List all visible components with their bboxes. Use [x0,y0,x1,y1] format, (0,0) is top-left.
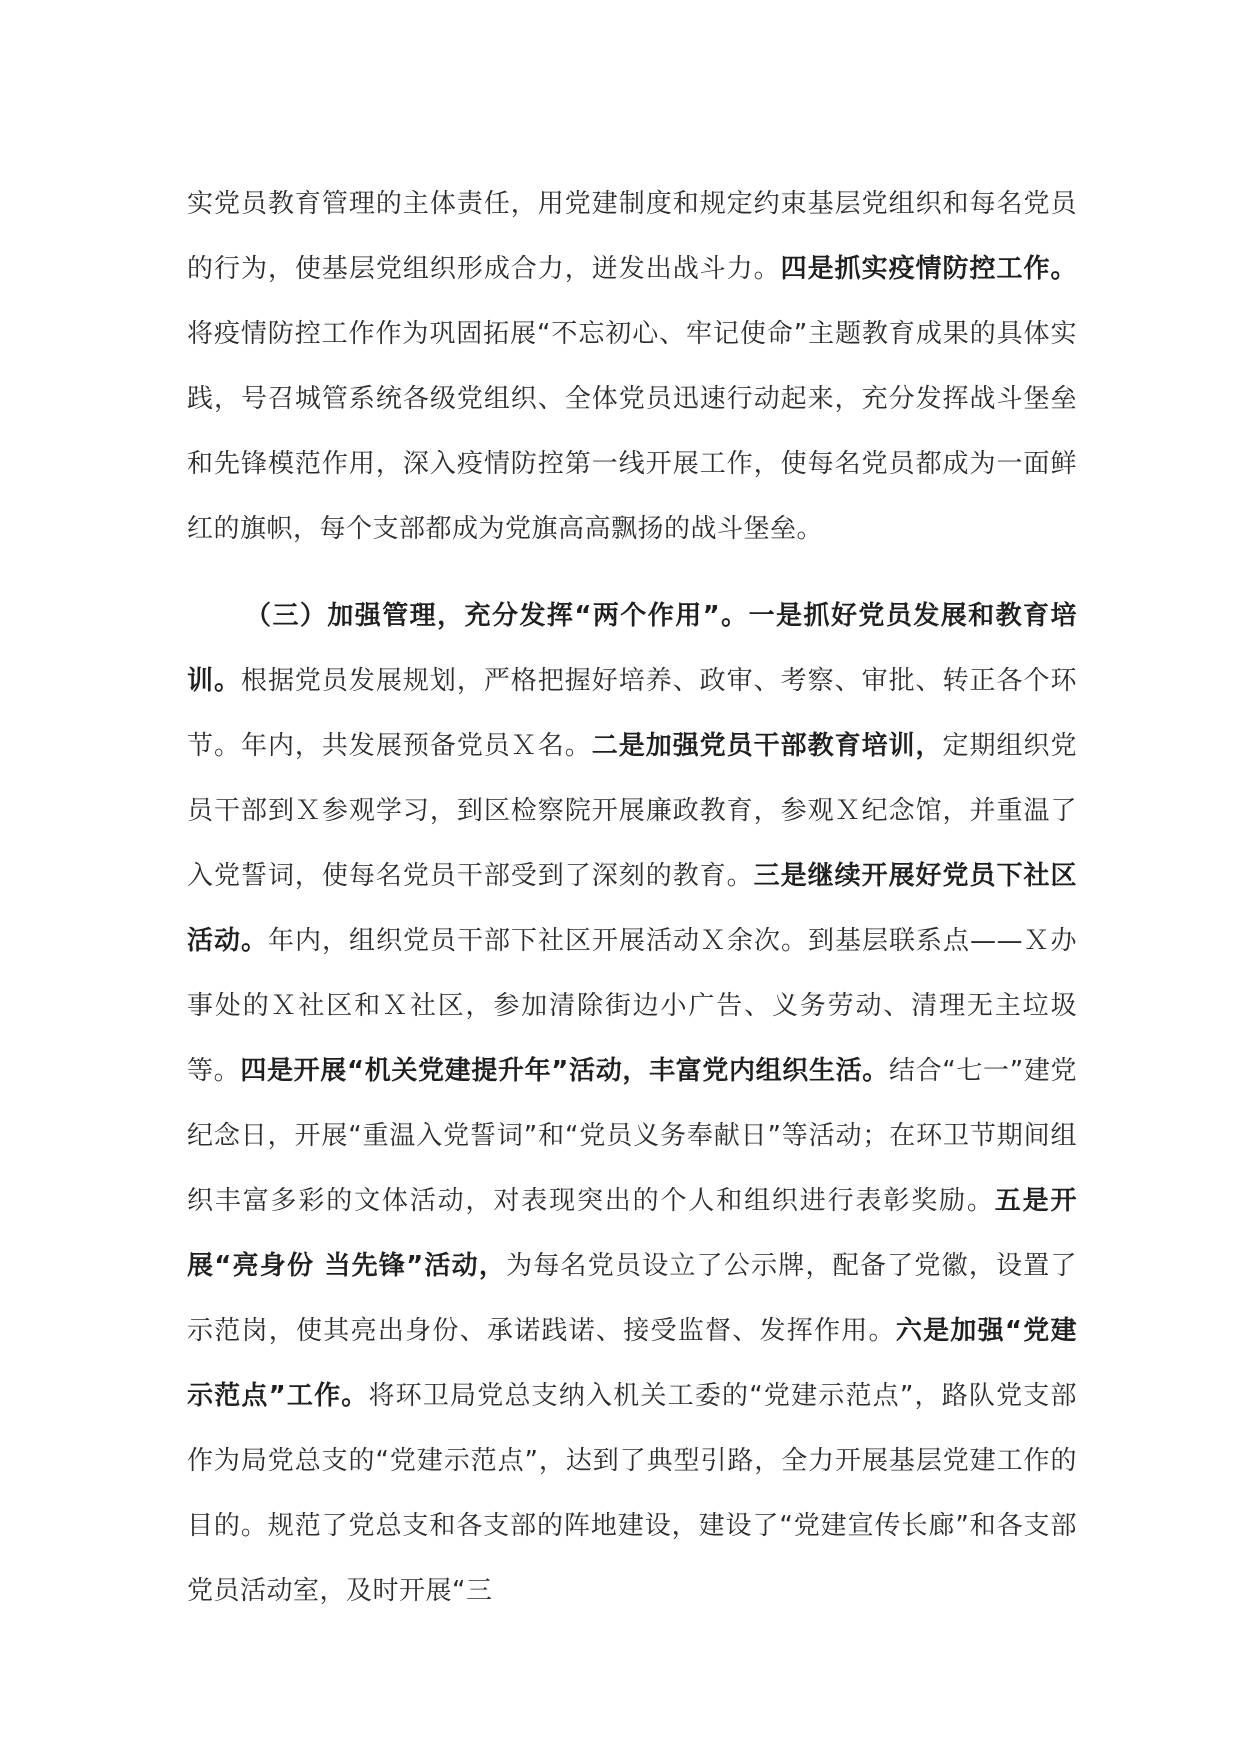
body-text: 定期组织党员干部到Ｘ参观学习，到区检察院开展廉政教育，参观Ｘ纪念馆，并重温了入党誓词，使每名党员干部受到了深刻的教育。 [187,731,1077,891]
body-text: 年内，组织党员干部下社区开展活动Ｘ余次。到基层联系点——Ｘ办事处的Ｘ社区和Ｘ社区，参加清除街边小广告、义务劳动、清理无主垃圾等。 [187,926,1077,1086]
bold-heading-improvement-year: 四是开展“机关党建提升年”活动，丰富党内组织生活。 [240,1056,889,1086]
body-text: 结合“七一”建党纪念日，开展“重温入党誓词”和“党员义务奉献日”等活动；在环卫节期间组织丰富多彩的文体活动，对表现突出的个人和组织进行表彰奖励。 [187,1056,1077,1216]
body-text: 实党员教育管理的主体责任，用党建制度和规定约束基层党组织和每名党员的行为，使基层党组织形成合力，迸发出战斗力。 [187,189,1077,284]
document-body [187,172,1077,1624]
body-text: 为每名党员设立了公示牌，配备了党徽，设置了示范岗，使其亮出身份、承诺践诺、接受监督、发挥作用。 [187,1251,1077,1346]
body-text: 将疫情防控工作作为巩固拓展“不忘初心、牢记使命”主题教育成果的具体实践，号召城管系统各级党组织、全体党员迅速行动起来，充分发挥战斗堡垒和先锋模范作用，深入疫情防控第一线开展工作，使每名党员都成为一面鲜红的旗帜，每个支部都成为党旗高高飘扬的战斗堡垒。 [187,319,1077,544]
body-text: 将环卫局党总支纳入机关工委的“党建示范点”，路队党支部作为局党总支的“党建示范点”，达到了典型引路，全力开展基层党建工作的目的。规范了党总支和各支部的阵地建设，建设了“党建宣传长廊”和各支部党员活动室，及时开展“三 [187,1381,1077,1606]
paragraph-section-three [187,584,1077,1624]
section-heading-three: （三）加强管理，充分发挥“两个作用”。一是抓好党员发展和教育培训。 [187,601,1077,696]
body-text: 根据党员发展规划，严格把握好培养、政审、考察、审批、转正各个环节。年内，共发展预备党员Ｘ名。 [187,666,1077,761]
bold-heading-demonstration-point: 六是加强“党建示范点”工作。 [187,1316,1077,1411]
bold-heading-vanguard: 五是开展“亮身份 当先锋”活动， [187,1186,1077,1281]
bold-heading-training: 二是加强党员干部教育培训， [591,731,943,761]
bold-heading-epidemic-control: 四是抓实疫情防控工作。 [780,254,1077,284]
bold-heading-community: 三是继续开展好党员下社区活动。 [187,861,1077,956]
paragraph-party-management [187,172,1077,562]
